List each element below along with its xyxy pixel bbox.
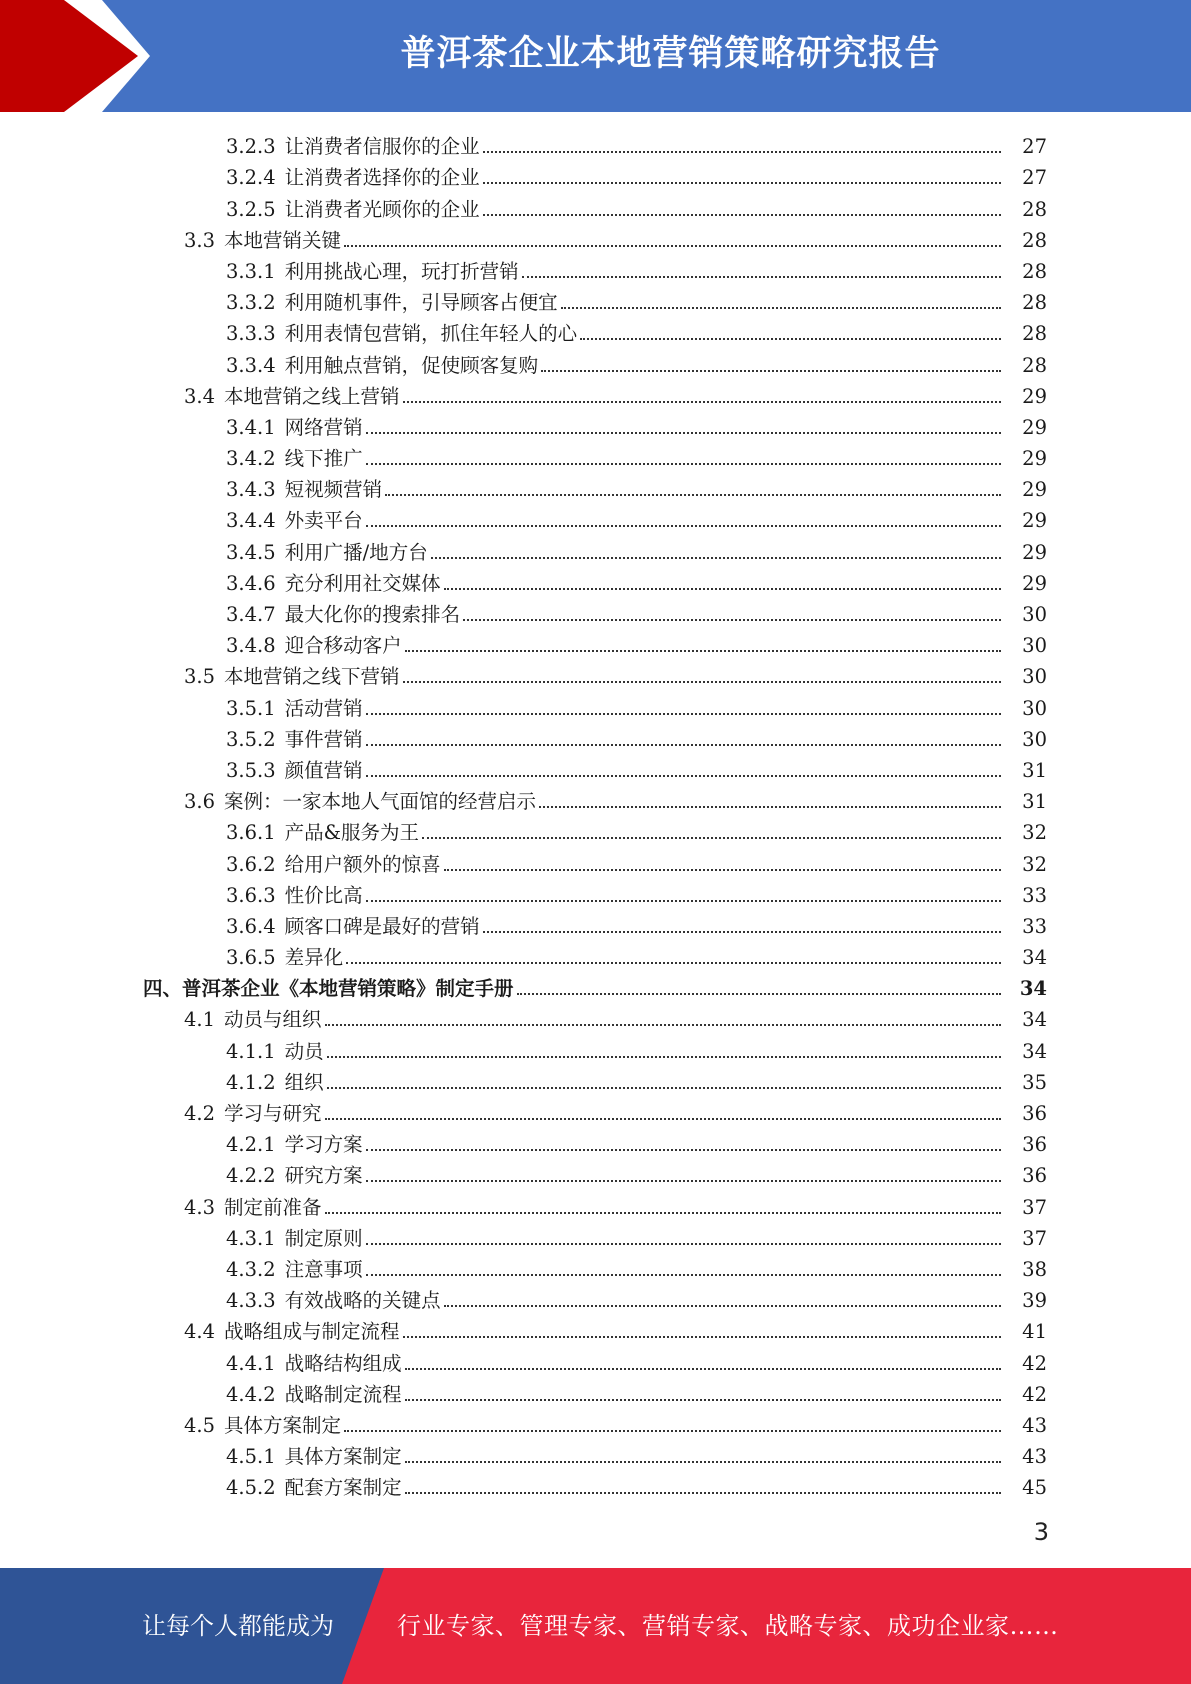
toc-entry-title: 普洱茶企业《本地营销策略》制定手册 <box>182 977 514 1001</box>
toc-entry-number: 4.3.3 <box>226 1289 276 1313</box>
toc-entry-page: 29 <box>1022 478 1047 502</box>
toc-dot-leader <box>483 931 1001 933</box>
toc-entry[interactable] <box>0 283 1191 314</box>
toc-entry-number: 3.3.3 <box>226 322 276 346</box>
toc-entry-title: 让消费者选择你的企业 <box>284 166 480 190</box>
toc-entry[interactable] <box>0 938 1191 969</box>
toc-entry-title: 配套方案制定 <box>284 1476 402 1500</box>
toc-entry[interactable] <box>0 876 1191 907</box>
toc-entry-page: 45 <box>1022 1476 1047 1500</box>
toc-entry-title: 动员 <box>284 1039 324 1063</box>
toc-dot-leader <box>483 182 1001 184</box>
toc-entry-page: 29 <box>1022 571 1047 595</box>
toc-entry-page: 28 <box>1022 228 1047 252</box>
toc-dot-leader <box>325 1118 1001 1120</box>
toc-dot-leader <box>422 837 1001 839</box>
toc-dot-leader <box>327 1056 1001 1058</box>
toc-entry[interactable] <box>0 252 1191 283</box>
toc-dot-leader <box>385 494 1001 496</box>
toc-entry-number: 4.4.1 <box>226 1351 276 1375</box>
toc-entry-title: 颜值营销 <box>284 758 363 782</box>
toc-dot-leader <box>325 1024 1001 1026</box>
toc-entry-title: 利用表情包营销，抓住年轻人的心 <box>284 322 578 346</box>
toc-entry-title: 充分利用社交媒体 <box>284 571 441 595</box>
toc-entry-page: 36 <box>1022 1102 1047 1125</box>
toc-entry-page: 36 <box>1022 1164 1047 1188</box>
toc-entry-number: 3.6.2 <box>226 852 276 876</box>
toc-entry-number: 3.4.5 <box>226 540 276 564</box>
toc-entry[interactable] <box>0 1468 1191 1499</box>
toc-dot-leader <box>346 962 1001 964</box>
toc-entry[interactable] <box>0 345 1191 376</box>
toc-entry-title: 具体方案制定 <box>224 1413 342 1437</box>
toc-entry[interactable] <box>0 813 1191 844</box>
toc-dot-leader <box>463 619 1001 621</box>
toc-entry-number: 3.6 <box>184 790 216 814</box>
toc-entry[interactable] <box>0 688 1191 719</box>
toc-entry-title: 活动营销 <box>284 696 363 720</box>
toc-entry-page: 36 <box>1022 1133 1047 1157</box>
toc-entry-title: 学习方案 <box>284 1133 363 1157</box>
toc-entry-page: 30 <box>1022 727 1047 751</box>
toc-entry[interactable] <box>0 532 1191 563</box>
toc-entry-number: 3.2.4 <box>226 166 276 190</box>
toc-entry-page: 30 <box>1022 665 1047 689</box>
toc-entry[interactable] <box>0 1343 1191 1374</box>
toc-dot-leader <box>366 744 1001 746</box>
toc-entry[interactable] <box>0 1187 1191 1218</box>
toc-entry[interactable] <box>0 844 1191 875</box>
toc-entry[interactable] <box>0 1281 1191 1312</box>
toc-entry-page: 28 <box>1022 197 1047 221</box>
toc-entry-title: 战略制定流程 <box>284 1382 402 1406</box>
toc-entry-page: 29 <box>1022 540 1047 564</box>
toc-entry[interactable] <box>0 1312 1191 1343</box>
toc-entry-page: 33 <box>1022 883 1047 907</box>
toc-entry[interactable] <box>0 1156 1191 1187</box>
toc-dot-leader <box>403 1336 1001 1338</box>
toc-dot-leader <box>483 151 1001 153</box>
toc-dot-leader <box>344 1430 1001 1432</box>
toc-entry-number: 4.3.1 <box>226 1226 276 1250</box>
toc-entry-title: 让消费者光顾你的企业 <box>284 197 480 221</box>
toc-entry-number: 4.4.2 <box>226 1382 276 1406</box>
toc-entry-title: 利用广播/地方台 <box>284 540 428 564</box>
toc-entry-number: 3.4.3 <box>226 478 276 502</box>
toc-dot-leader <box>405 1461 1001 1463</box>
footer-slogan-left: 让每个人都能成为 <box>142 1612 334 1640</box>
toc-entry-page: 28 <box>1022 291 1047 315</box>
toc-entry-page: 29 <box>1022 447 1047 471</box>
toc-entry-number: 3.6.3 <box>226 883 276 907</box>
toc-dot-leader <box>517 993 1001 995</box>
toc-entry[interactable] <box>0 501 1191 532</box>
toc-entry-number: 4.5.1 <box>226 1445 276 1469</box>
toc-entry-title: 注意事项 <box>284 1257 363 1281</box>
toc-entry-number: 3.4 <box>184 384 216 408</box>
toc-entry[interactable] <box>0 626 1191 657</box>
toc-entry-page: 34 <box>1022 1039 1047 1063</box>
toc-entry-number: 4.5.2 <box>226 1476 276 1500</box>
toc-entry-page: 37 <box>1022 1195 1047 1219</box>
toc-entry[interactable] <box>0 907 1191 938</box>
toc-entry-page: 32 <box>1022 821 1047 845</box>
toc-dot-leader <box>431 557 1001 559</box>
toc-entry[interactable] <box>0 158 1191 189</box>
document-title: 普洱茶企业本地营销策略研究报告 <box>400 34 941 74</box>
toc-entry-page: 31 <box>1022 758 1047 782</box>
toc-dot-leader <box>366 775 1001 777</box>
toc-dot-leader <box>366 900 1001 902</box>
toc-entry-number: 3.4.7 <box>226 603 276 626</box>
toc-dot-leader <box>366 1180 1001 1182</box>
toc-dot-leader <box>405 650 1001 652</box>
toc-entry-title: 利用触点营销，促使顾客复购 <box>284 353 539 377</box>
toc-entry-title: 本地营销之线下营销 <box>224 665 400 689</box>
toc-entry[interactable] <box>0 1375 1191 1406</box>
toc-entry-title: 本地营销之线上营销 <box>224 384 400 408</box>
toc-entry-title: 产品&服务为王 <box>284 821 419 845</box>
toc-entry[interactable] <box>0 751 1191 782</box>
toc-entry-title: 差异化 <box>284 946 344 970</box>
toc-entry-page: 33 <box>1022 914 1047 938</box>
toc-entry-number: 3.6.5 <box>226 946 276 970</box>
toc-dot-leader <box>366 432 1001 434</box>
toc-entry-title: 利用挑战心理，玩打折营销 <box>284 259 519 283</box>
toc-entry[interactable] <box>0 1094 1191 1125</box>
toc-dot-leader <box>403 681 1001 683</box>
toc-entry[interactable] <box>0 595 1191 626</box>
toc-entry-title: 研究方案 <box>284 1164 363 1188</box>
toc-dot-leader <box>327 1087 1001 1089</box>
toc-entry-number: 3.2.3 <box>226 135 276 159</box>
toc-dot-leader <box>405 1399 1001 1401</box>
toc-entry-page: 31 <box>1022 790 1047 814</box>
toc-entry-number: 4.1.1 <box>226 1039 276 1063</box>
page-header <box>0 0 1191 112</box>
toc-entry-page: 42 <box>1022 1382 1047 1406</box>
toc-entry[interactable] <box>0 782 1191 813</box>
toc-dot-leader <box>444 869 1001 871</box>
toc-entry-title: 战略组成与制定流程 <box>224 1320 400 1344</box>
toc-entry-title: 案例：一家本地人气面馆的经营启示 <box>224 790 537 814</box>
toc-entry-page: 30 <box>1022 603 1047 626</box>
toc-entry-title: 学习与研究 <box>224 1102 322 1125</box>
toc-entry-page: 34 <box>1022 1008 1047 1032</box>
toc-entry-number: 4.4 <box>184 1320 216 1344</box>
toc-entry-page: 34 <box>1019 977 1047 1001</box>
toc-entry-number: 3.3.1 <box>226 259 276 283</box>
toc-entry-page: 29 <box>1022 509 1047 533</box>
page-number: 3 <box>1033 1518 1049 1546</box>
toc-dot-leader <box>366 525 1001 527</box>
toc-entry-number: 3.5.1 <box>226 696 276 720</box>
toc-entry-title: 顾客口碑是最好的营销 <box>284 914 480 938</box>
toc-entry-title: 制定前准备 <box>224 1195 322 1219</box>
toc-entry-page: 34 <box>1022 946 1047 970</box>
toc-entry-number: 4.3 <box>184 1195 216 1219</box>
toc-entry-title: 最大化你的搜索排名 <box>284 603 461 626</box>
toc-entry-page: 39 <box>1022 1289 1047 1313</box>
toc-dot-leader <box>366 1274 1001 1276</box>
toc-entry-title: 性价比高 <box>284 883 363 907</box>
header-arrow-icon <box>0 0 160 112</box>
toc-entry-page: 43 <box>1022 1445 1047 1469</box>
toc-entry-page: 29 <box>1022 415 1047 439</box>
toc-entry-page: 27 <box>1022 166 1047 190</box>
toc-entry-number: 3.3 <box>184 228 216 252</box>
toc-dot-leader <box>366 1243 1001 1245</box>
toc-entry-title: 让消费者信服你的企业 <box>284 135 480 159</box>
toc-entry-title: 线下推广 <box>284 447 363 471</box>
toc-entry-title: 利用随机事件，引导顾客占便宜 <box>284 291 558 315</box>
toc-entry[interactable] <box>0 1000 1191 1031</box>
toc-entry[interactable] <box>0 189 1191 220</box>
page-footer <box>0 1568 1191 1684</box>
toc-dot-leader <box>366 713 1001 715</box>
toc-entry-page: 29 <box>1022 384 1047 408</box>
toc-dot-leader <box>483 214 1001 216</box>
toc-dot-leader <box>539 806 1001 808</box>
toc-entry[interactable] <box>0 720 1191 751</box>
toc-entry-title: 制定原则 <box>284 1226 363 1250</box>
toc-entry-number: 3.5.2 <box>226 727 276 751</box>
toc-entry-page: 37 <box>1022 1226 1047 1250</box>
toc-entry[interactable] <box>0 1125 1191 1156</box>
toc-entry-title: 外卖平台 <box>284 509 363 533</box>
toc-entry-title: 具体方案制定 <box>284 1445 402 1469</box>
toc-entry-number: 4.1 <box>184 1008 216 1032</box>
toc-dot-leader <box>405 1492 1001 1494</box>
toc-entry[interactable] <box>0 969 1191 1000</box>
toc-entry-number: 3.4.4 <box>226 509 276 533</box>
toc-dot-leader <box>325 1212 1001 1214</box>
toc-entry-page: 41 <box>1022 1320 1047 1344</box>
toc-entry[interactable] <box>0 470 1191 501</box>
toc-entry[interactable] <box>0 1031 1191 1062</box>
toc-entry-title: 短视频营销 <box>284 478 383 502</box>
toc-entry[interactable] <box>0 377 1191 408</box>
toc-entry-number: 3.3.2 <box>226 291 276 315</box>
toc-entry-page: 43 <box>1022 1413 1047 1437</box>
toc-entry[interactable] <box>0 127 1191 158</box>
toc-entry-page: 28 <box>1022 259 1047 283</box>
toc-entry-title: 网络营销 <box>284 415 363 439</box>
toc-dot-leader <box>541 370 1001 372</box>
toc-entry-number: 3.4.2 <box>226 447 276 471</box>
toc-entry[interactable] <box>0 314 1191 345</box>
toc-entry-number: 3.4.6 <box>226 571 276 595</box>
toc-entry-page: 27 <box>1022 135 1047 159</box>
toc-entry-number: 4.5 <box>184 1413 216 1437</box>
toc-dot-leader <box>403 401 1001 403</box>
toc-entry-title: 本地营销关键 <box>224 228 342 252</box>
toc-entry-number: 3.4.1 <box>226 415 276 439</box>
toc-entry-page: 30 <box>1022 634 1047 658</box>
toc-entry-number: 4.3.2 <box>226 1257 276 1281</box>
toc-entry-page: 32 <box>1022 852 1047 876</box>
footer-slogan-right: 行业专家、管理专家、营销专家、战略专家、成功企业家…… <box>397 1612 1059 1640</box>
toc-entry[interactable] <box>0 1406 1191 1437</box>
toc-entry-number: 3.3.4 <box>226 353 276 377</box>
toc-dot-leader <box>366 463 1001 465</box>
toc-entry-number: 3.2.5 <box>226 197 276 221</box>
toc-entry-number: 3.4.8 <box>226 634 276 658</box>
toc-entry-number: 3.5 <box>184 665 216 689</box>
toc-entry-page: 42 <box>1022 1351 1047 1375</box>
toc-dot-leader <box>444 1305 1001 1307</box>
toc-entry[interactable] <box>0 439 1191 470</box>
toc-entry-number: 3.6.4 <box>226 914 276 938</box>
toc-dot-leader <box>344 245 1001 247</box>
toc-entry[interactable] <box>0 221 1191 252</box>
toc-dot-leader <box>444 588 1001 590</box>
toc-entry-number: 3.5.3 <box>226 758 276 782</box>
toc-entry-number: 4.2.1 <box>226 1133 276 1157</box>
toc-entry-title: 事件营销 <box>284 727 363 751</box>
toc-entry-page: 28 <box>1022 322 1047 346</box>
toc-entry-page: 35 <box>1022 1070 1047 1094</box>
toc-entry[interactable] <box>0 408 1191 439</box>
toc-entry[interactable] <box>0 657 1191 688</box>
toc-entry-title: 迎合移动客户 <box>284 634 402 658</box>
toc-dot-leader <box>561 307 1001 309</box>
toc-entry-number: 4.2.2 <box>226 1164 276 1188</box>
toc-entry-title: 动员与组织 <box>224 1008 322 1032</box>
toc-entry-number: 4.1.2 <box>226 1070 276 1094</box>
toc-entry-title: 组织 <box>284 1070 324 1094</box>
toc-entry-title: 有效战略的关键点 <box>284 1289 441 1313</box>
toc-entry-page: 38 <box>1022 1257 1047 1281</box>
toc-entry[interactable] <box>0 1063 1191 1094</box>
toc-entry-title: 战略结构组成 <box>284 1351 402 1375</box>
table-of-contents <box>0 127 1191 1499</box>
toc-dot-leader <box>405 1368 1001 1370</box>
toc-entry[interactable] <box>0 1250 1191 1281</box>
toc-entry[interactable] <box>0 1437 1191 1468</box>
toc-entry-title: 给用户额外的惊喜 <box>284 852 441 876</box>
toc-entry[interactable] <box>0 1219 1191 1250</box>
toc-entry[interactable] <box>0 564 1191 595</box>
toc-entry-number: 四、 <box>143 977 183 1001</box>
toc-entry-page: 30 <box>1022 696 1047 720</box>
toc-dot-leader <box>580 338 1001 340</box>
toc-entry-number: 3.6.1 <box>226 821 276 845</box>
toc-entry-page: 28 <box>1022 353 1047 377</box>
toc-entry-number: 4.2 <box>184 1102 216 1125</box>
toc-dot-leader <box>366 1149 1001 1151</box>
toc-dot-leader <box>522 276 1001 278</box>
